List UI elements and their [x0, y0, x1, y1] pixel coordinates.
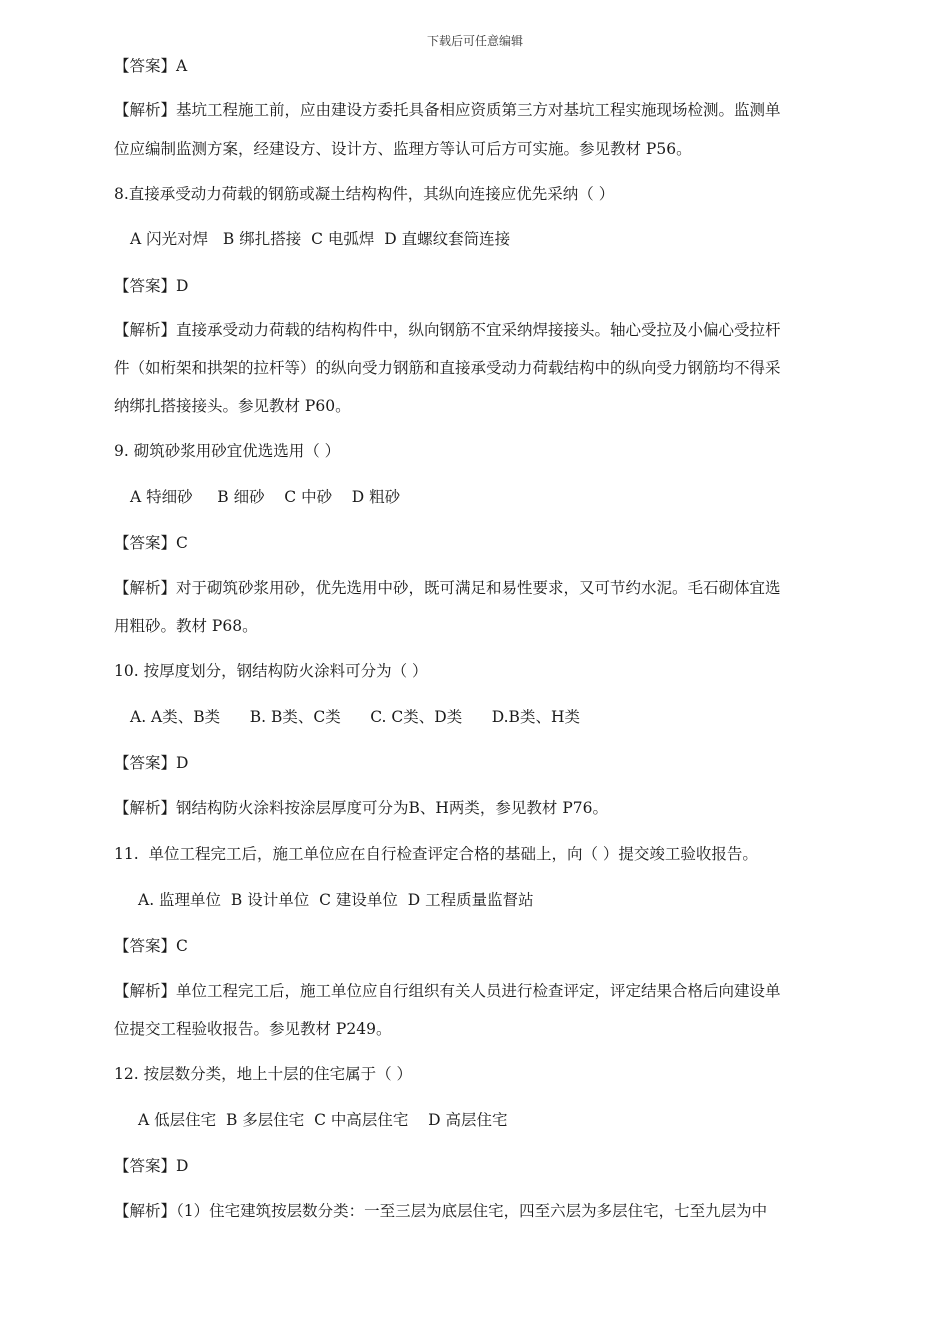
question-8: 8.直接承受动力荷载的钢筋或凝土结构构件，其纵向连接应优先采纳（ ） [114, 185, 615, 203]
analysis-line: 位提交工程验收报告。参见教材 P249。 [114, 1020, 392, 1038]
question-11: 11. 单位工程完工后，施工单位应在自行检查评定合格的基础上，向（ ）提交竣工验收报告。 [114, 845, 758, 863]
options-11: A. 监理单位 B 设计单位 C 建设单位 D 工程质量监督站 [138, 891, 534, 909]
analysis-line: 纳绑扎搭接接头。参见教材 P60。 [114, 397, 351, 415]
answer-line: 【答案】D [114, 1157, 189, 1175]
analysis-line: 【解析】（1）住宅建筑按层数分类：一至三层为底层住宅，四至六层为多层住宅，七至九层为中 [114, 1202, 768, 1220]
answer-line: 【答案】A [114, 57, 188, 75]
answer-line: 【答案】C [114, 534, 188, 552]
options-9: A 特细砂 B 细砂 C 中砂 D 粗砂 [130, 488, 401, 506]
answer-line: 【答案】C [114, 937, 188, 955]
options-10: A. A类、B类 B. B类、C类 C. C类、D类 D.B类、H类 [130, 708, 580, 726]
analysis-line: 位应编制监测方案，经建设方、设计方、监理方等认可后方可实施。参见教材 P56。 [114, 140, 692, 158]
question-10: 10. 按厚度划分，钢结构防火涂料可分为（ ） [114, 662, 428, 680]
analysis-line: 件（如桁架和拱架的拉杆等）的纵向受力钢筋和直接承受动力荷载结构中的纵向受力钢筋均不得采 [114, 359, 781, 377]
options-12: A 低层住宅 B 多层住宅 C 中高层住宅 D 高层住宅 [138, 1111, 508, 1129]
analysis-line: 【解析】单位工程完工后，施工单位应自行组织有关人员进行检查评定，评定结果合格后向建设单 [114, 982, 781, 1000]
question-12: 12. 按层数分类，地上十层的住宅属于（ ） [114, 1065, 413, 1083]
analysis-line: 【解析】直接承受动力荷载的结构构件中，纵向钢筋不宜采纳焊接接头。轴心受拉及小偏心受拉杆 [114, 321, 781, 339]
answer-line: 【答案】D [114, 277, 189, 295]
analysis-line: 用粗砂。教材 P68。 [114, 617, 258, 635]
page-header: 下载后可任意编辑 [426, 34, 523, 48]
analysis-line: 【解析】钢结构防火涂料按涂层厚度可分为B、H两类，参见教材 P76。 [114, 799, 608, 817]
analysis-line: 【解析】基坑工程施工前，应由建设方委托具备相应资质第三方对基坑工程实施现场检测。监测单 [114, 101, 781, 119]
options-8: A 闪光对焊 B 绑扎搭接 C 电弧焊 D 直螺纹套筒连接 [130, 230, 511, 248]
analysis-line: 【解析】对于砌筑砂浆用砂，优先选用中砂，既可满足和易性要求，又可节约水泥。毛石砌体宜选 [114, 579, 781, 597]
question-9: 9. 砌筑砂浆用砂宜优选选用（ ） [114, 442, 341, 460]
answer-line: 【答案】D [114, 754, 189, 772]
